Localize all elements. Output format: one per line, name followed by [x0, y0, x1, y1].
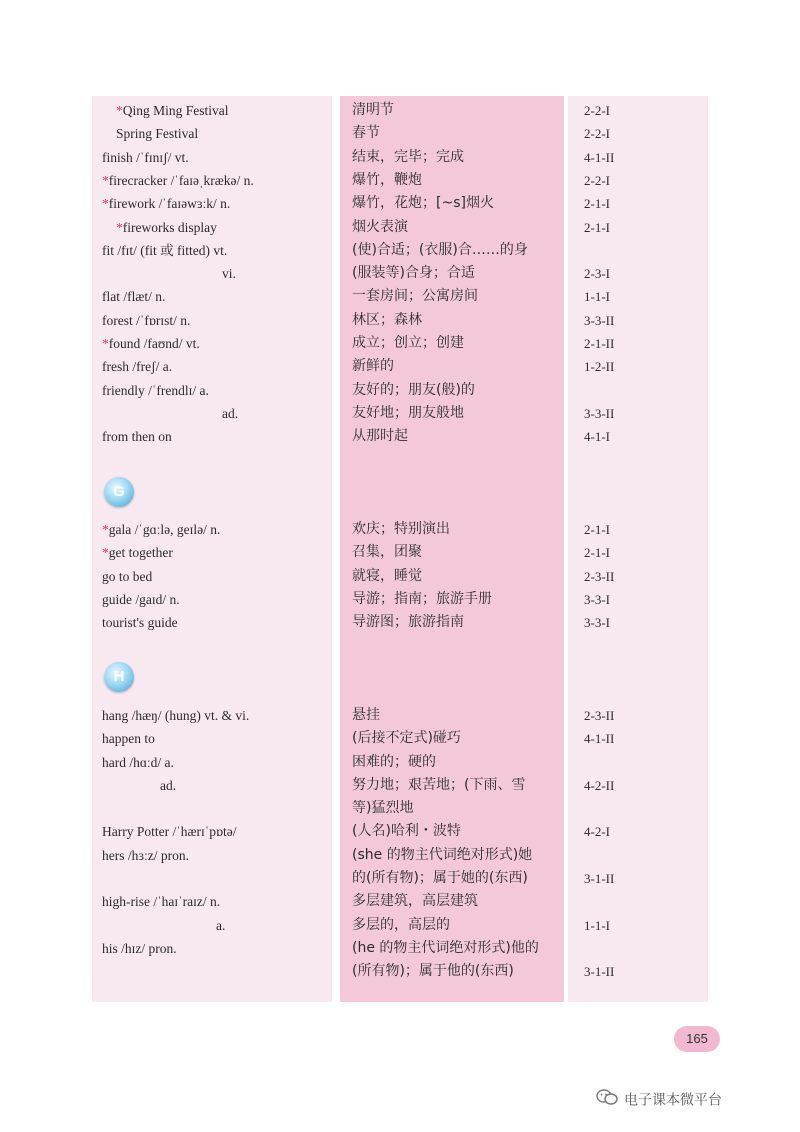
watermark-text: 电子课本微平台: [624, 1092, 722, 1109]
glossary-entry: [0, 890, 800, 913]
entry-headword: hard /hɑːd/ a.: [102, 755, 174, 770]
entry-english: [102, 937, 334, 960]
wechat-icon: [596, 1088, 618, 1113]
entry-unit: 3-1-II: [584, 964, 615, 979]
glossary-entry: [0, 844, 800, 867]
entry-headword: friendly /ˈfrendlɪ/ a.: [102, 383, 209, 398]
glossary-entry: [0, 216, 800, 239]
entry-english: [102, 332, 334, 355]
entry-chinese: 召集，团聚: [352, 544, 422, 560]
entry-chinese: 烟火表演: [352, 219, 408, 235]
glossary-entry: [0, 379, 800, 402]
entry-chinese: (人名)哈利・波特: [352, 823, 461, 839]
entry-chinese: 多层的，高层的: [352, 917, 450, 933]
entry-unit: 3-1-II: [584, 871, 615, 886]
glossary-entry: [0, 937, 800, 960]
entry-english: [102, 192, 334, 215]
glossary-entry: [0, 262, 800, 285]
entry-unit: 2-1-I: [584, 522, 610, 537]
entry-english: [102, 611, 334, 634]
entry-unit: 3-3-II: [584, 313, 615, 328]
entry-chinese: 友好的；朋友(般)的: [352, 382, 475, 398]
entry-headword: guide /gaɪd/ n.: [102, 592, 180, 607]
entry-chinese: 爆竹，花炮；[~s]烟火: [352, 195, 494, 211]
entry-english: [102, 890, 334, 913]
entry-english: [102, 169, 334, 192]
entry-headword: Qing Ming Festival: [122, 103, 229, 118]
entry-chinese: 从那时起: [352, 428, 408, 444]
entry-chinese: 清明节: [352, 102, 394, 118]
entry-chinese: 努力地；艰苦地；(下雨、雪: [352, 777, 526, 793]
new-word-star: *: [102, 336, 109, 351]
entry-unit: 3-3-I: [584, 615, 610, 630]
glossary-entry: [0, 99, 800, 122]
entry-headword: his /hɪz/ pron.: [102, 941, 177, 956]
entry-english: [102, 844, 334, 867]
watermark: [596, 1088, 722, 1110]
entry-chinese: 等)猛烈地: [352, 800, 414, 816]
glossary-entry: [0, 960, 800, 983]
entry-chinese: 新鲜的: [352, 358, 394, 374]
entry-headword: found /faʊnd/ vt.: [108, 336, 200, 351]
entry-unit: 4-2-I: [584, 824, 610, 839]
entry-headword: flat /flæt/ n.: [102, 289, 166, 304]
glossary-entry: [0, 169, 800, 192]
entry-english: [102, 425, 334, 448]
glossary-entry: [0, 867, 800, 890]
entry-unit: 1-2-II: [584, 359, 615, 374]
entry-chinese: 悬挂: [352, 707, 380, 723]
entry-headword: Spring Festival: [116, 126, 199, 141]
entry-chinese: 林区；森林: [352, 312, 422, 328]
entry-unit: 2-1-I: [584, 196, 610, 211]
new-word-star: *: [116, 220, 123, 235]
entry-chinese: 成立；创立；创建: [352, 335, 464, 351]
entry-unit: 2-3-II: [584, 569, 615, 584]
entry-chinese: 的(所有物)；属于她的(东西): [352, 870, 528, 886]
entry-chinese: 友好地；朋友般地: [352, 405, 464, 421]
entry-unit: 2-1-I: [584, 545, 610, 560]
section-letter-badge: H: [104, 662, 134, 692]
page-number: 165: [674, 1026, 720, 1052]
entry-english: [102, 99, 348, 122]
entry-unit: 2-2-I: [584, 173, 610, 188]
glossary-entry: [0, 611, 800, 634]
entry-unit: 3-3-I: [584, 592, 610, 607]
entry-english: [102, 751, 334, 774]
entry-chinese: (she 的物主代词绝对形式)她: [352, 847, 533, 863]
entry-english: [102, 146, 334, 169]
entry-english: [102, 379, 334, 402]
entry-english: [102, 355, 334, 378]
entry-chinese: 欢庆；特别演出: [352, 521, 450, 537]
new-word-star: *: [102, 196, 109, 211]
glossary-entry: [0, 402, 800, 425]
entry-english: [102, 285, 334, 308]
entry-english: [102, 727, 334, 750]
entry-chinese: 多层建筑，高层建筑: [352, 893, 478, 909]
entry-chinese: (使)合适；(衣服)合……的身: [352, 242, 528, 258]
entry-english: [102, 774, 392, 797]
entry-unit: 2-1-II: [584, 336, 615, 351]
glossary-entry: [0, 239, 800, 262]
new-word-star: *: [102, 522, 109, 537]
entry-headword: go to bed: [102, 569, 153, 584]
entry-headword: firecracker /ˈfaɪəˌkrækə/ n.: [108, 173, 254, 188]
entry-chinese: 导游；指南；旅游手册: [352, 591, 492, 607]
entry-unit: 3-3-II: [584, 406, 615, 421]
entry-chinese: 爆竹，鞭炮: [352, 172, 422, 188]
entry-english: [102, 239, 334, 262]
entry-english: [102, 309, 334, 332]
entry-unit: 1-1-I: [584, 918, 610, 933]
entry-english: [102, 588, 334, 611]
new-word-star: *: [102, 545, 109, 560]
glossary-entry: [0, 285, 800, 308]
entry-english: [102, 216, 348, 239]
entry-headword: fireworks display: [122, 220, 217, 235]
entry-headword: Harry Potter /ˈhærɪˈpɒtə/: [102, 824, 237, 839]
entry-english: [102, 122, 348, 145]
new-word-star: *: [116, 103, 123, 118]
glossary-entry: [0, 820, 800, 843]
glossary-entry: [0, 704, 800, 727]
entry-unit: 4-1-II: [584, 731, 615, 746]
entry-chinese: 结束，完毕；完成: [352, 149, 464, 165]
glossary-entry: [0, 332, 800, 355]
entry-headword: a.: [216, 918, 226, 933]
glossary-entry: [0, 751, 800, 774]
entry-english: [102, 820, 334, 843]
entry-chinese: (he 的物主代词绝对形式)他的: [352, 940, 539, 956]
entry-chinese: (后接不定式)碰巧: [352, 730, 461, 746]
glossary-entry: [0, 588, 800, 611]
entry-unit: 2-2-I: [584, 103, 610, 118]
glossary-entry: [0, 541, 800, 564]
entry-headword: gala /ˈgɑːlə, geɪlə/ n.: [108, 522, 221, 537]
entry-headword: hang /hæŋ/ (hung) vt. & vi.: [102, 708, 250, 723]
glossary-entry: [0, 425, 800, 448]
glossary-entry: [0, 727, 800, 750]
entry-headword: fresh /freʃ/ a.: [102, 359, 173, 374]
entry-chinese: 导游图；旅游指南: [352, 614, 464, 630]
entry-unit: 2-1-I: [584, 220, 610, 235]
entry-headword: ad.: [160, 778, 177, 793]
entry-headword: tourist's guide: [102, 615, 178, 630]
entry-headword: high-rise /ˈhaɪˈraɪz/ n.: [102, 894, 221, 909]
entry-headword: get together: [108, 545, 173, 560]
entry-chinese: (所有物)；属于他的(东西): [352, 963, 514, 979]
glossary-entry: [0, 565, 800, 588]
glossary-entry: [0, 192, 800, 215]
entry-unit: 1-1-I: [584, 289, 610, 304]
glossary-entry: [0, 518, 800, 541]
glossary-entry: [0, 309, 800, 332]
glossary-entry: [0, 355, 800, 378]
entry-unit: 2-2-I: [584, 126, 610, 141]
entry-unit: 4-2-II: [584, 778, 615, 793]
entry-english: [102, 541, 334, 564]
entry-english: [102, 518, 334, 541]
entry-headword: happen to: [102, 731, 155, 746]
entry-headword: from then on: [102, 429, 172, 444]
glossary-entry: [0, 914, 800, 937]
entry-chinese: 一套房间；公寓房间: [352, 288, 478, 304]
entry-chinese: 就寝，睡觉: [352, 568, 422, 584]
entry-headword: fit /fɪt/ (fit 或 fitted) vt.: [102, 243, 228, 258]
entry-unit: 4-1-II: [584, 150, 615, 165]
entry-chinese: 困难的；硬的: [352, 754, 436, 770]
entry-headword: hers /hɜːz/ pron.: [102, 848, 190, 863]
entry-unit: 4-1-I: [584, 429, 610, 444]
glossary-entry: [0, 122, 800, 145]
glossary-entry: [0, 146, 800, 169]
entry-chinese: (服装等)合身；合适: [352, 265, 475, 281]
entry-headword: vi.: [222, 266, 236, 281]
new-word-star: *: [102, 173, 109, 188]
entry-headword: forest /ˈfɒrɪst/ n.: [102, 313, 191, 328]
entry-unit: 2-3-I: [584, 266, 610, 281]
entry-headword: firework /ˈfaɪəwɜːk/ n.: [108, 196, 231, 211]
entry-chinese: 春节: [352, 125, 380, 141]
entry-headword: ad.: [222, 406, 239, 421]
entry-unit: 2-3-II: [584, 708, 615, 723]
glossary-entry: [0, 774, 800, 797]
section-letter-badge: G: [104, 477, 134, 507]
entry-english: [102, 565, 334, 588]
glossary-entry: [0, 797, 800, 820]
entry-english: [102, 704, 334, 727]
entry-headword: finish /ˈfɪnɪʃ/ vt.: [102, 150, 189, 165]
